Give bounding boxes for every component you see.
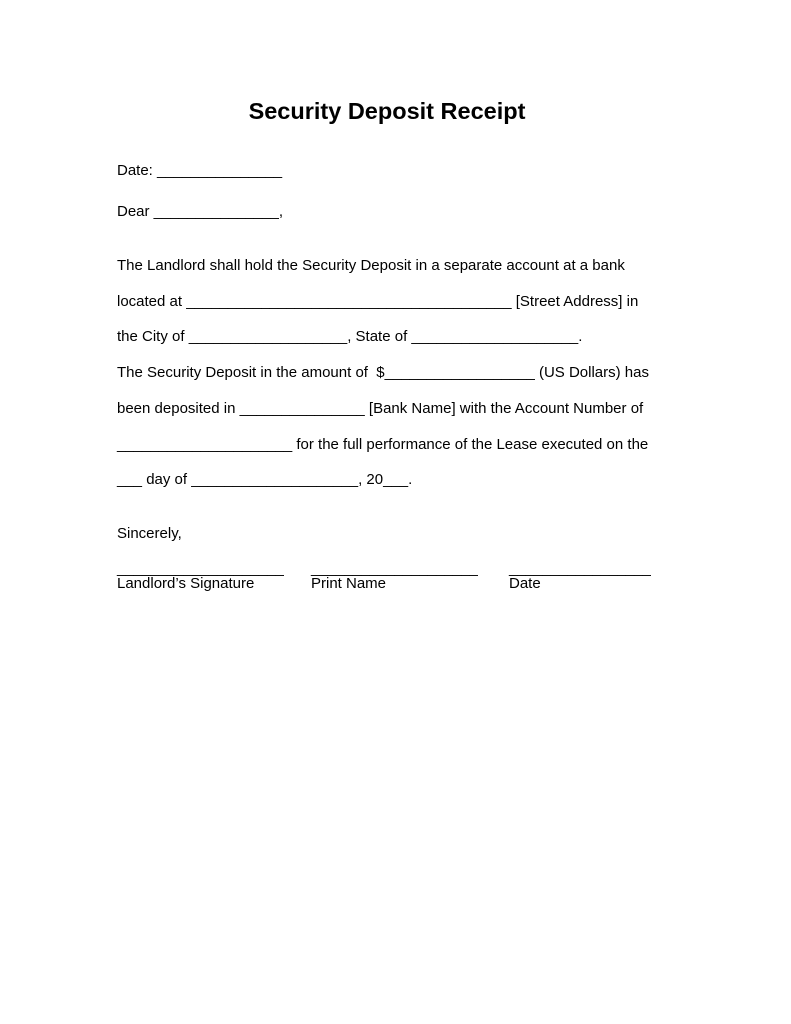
print-name-label: Print Name xyxy=(311,575,387,592)
body-line-7: ___ day of ____________________, 20___. xyxy=(117,471,413,488)
document-title: Security Deposit Receipt xyxy=(248,98,526,124)
landlord-signature-line: ____________________ xyxy=(117,560,284,577)
signature-date-line: _________________ xyxy=(509,560,651,577)
body-line-6: _____________________ for the full performance of the Lease executed on the xyxy=(117,436,649,453)
signature-date-label: Date xyxy=(509,575,541,592)
body-line-5: been deposited in _______________ [Bank Name] with the Account Number of xyxy=(117,400,644,417)
landlord-signature-label: Landlord’s Signature xyxy=(117,575,255,592)
print-name-line: ____________________ xyxy=(311,560,478,577)
body-line-4: The Security Deposit in the amount of $__________________ (US Dollars) has xyxy=(117,364,649,381)
closing-line: Sincerely, xyxy=(117,525,182,542)
body-line-1: The Landlord shall hold the Security Deposit in a separate account at a bank xyxy=(117,257,625,274)
salutation-line: Dear _______________, xyxy=(117,203,283,220)
body-line-3: the City of ___________________, State of ____________________. xyxy=(117,328,583,345)
date-line: Date: _______________ xyxy=(117,162,283,179)
body-line-2: located at _______________________________________ [Street Address] in xyxy=(117,293,639,310)
